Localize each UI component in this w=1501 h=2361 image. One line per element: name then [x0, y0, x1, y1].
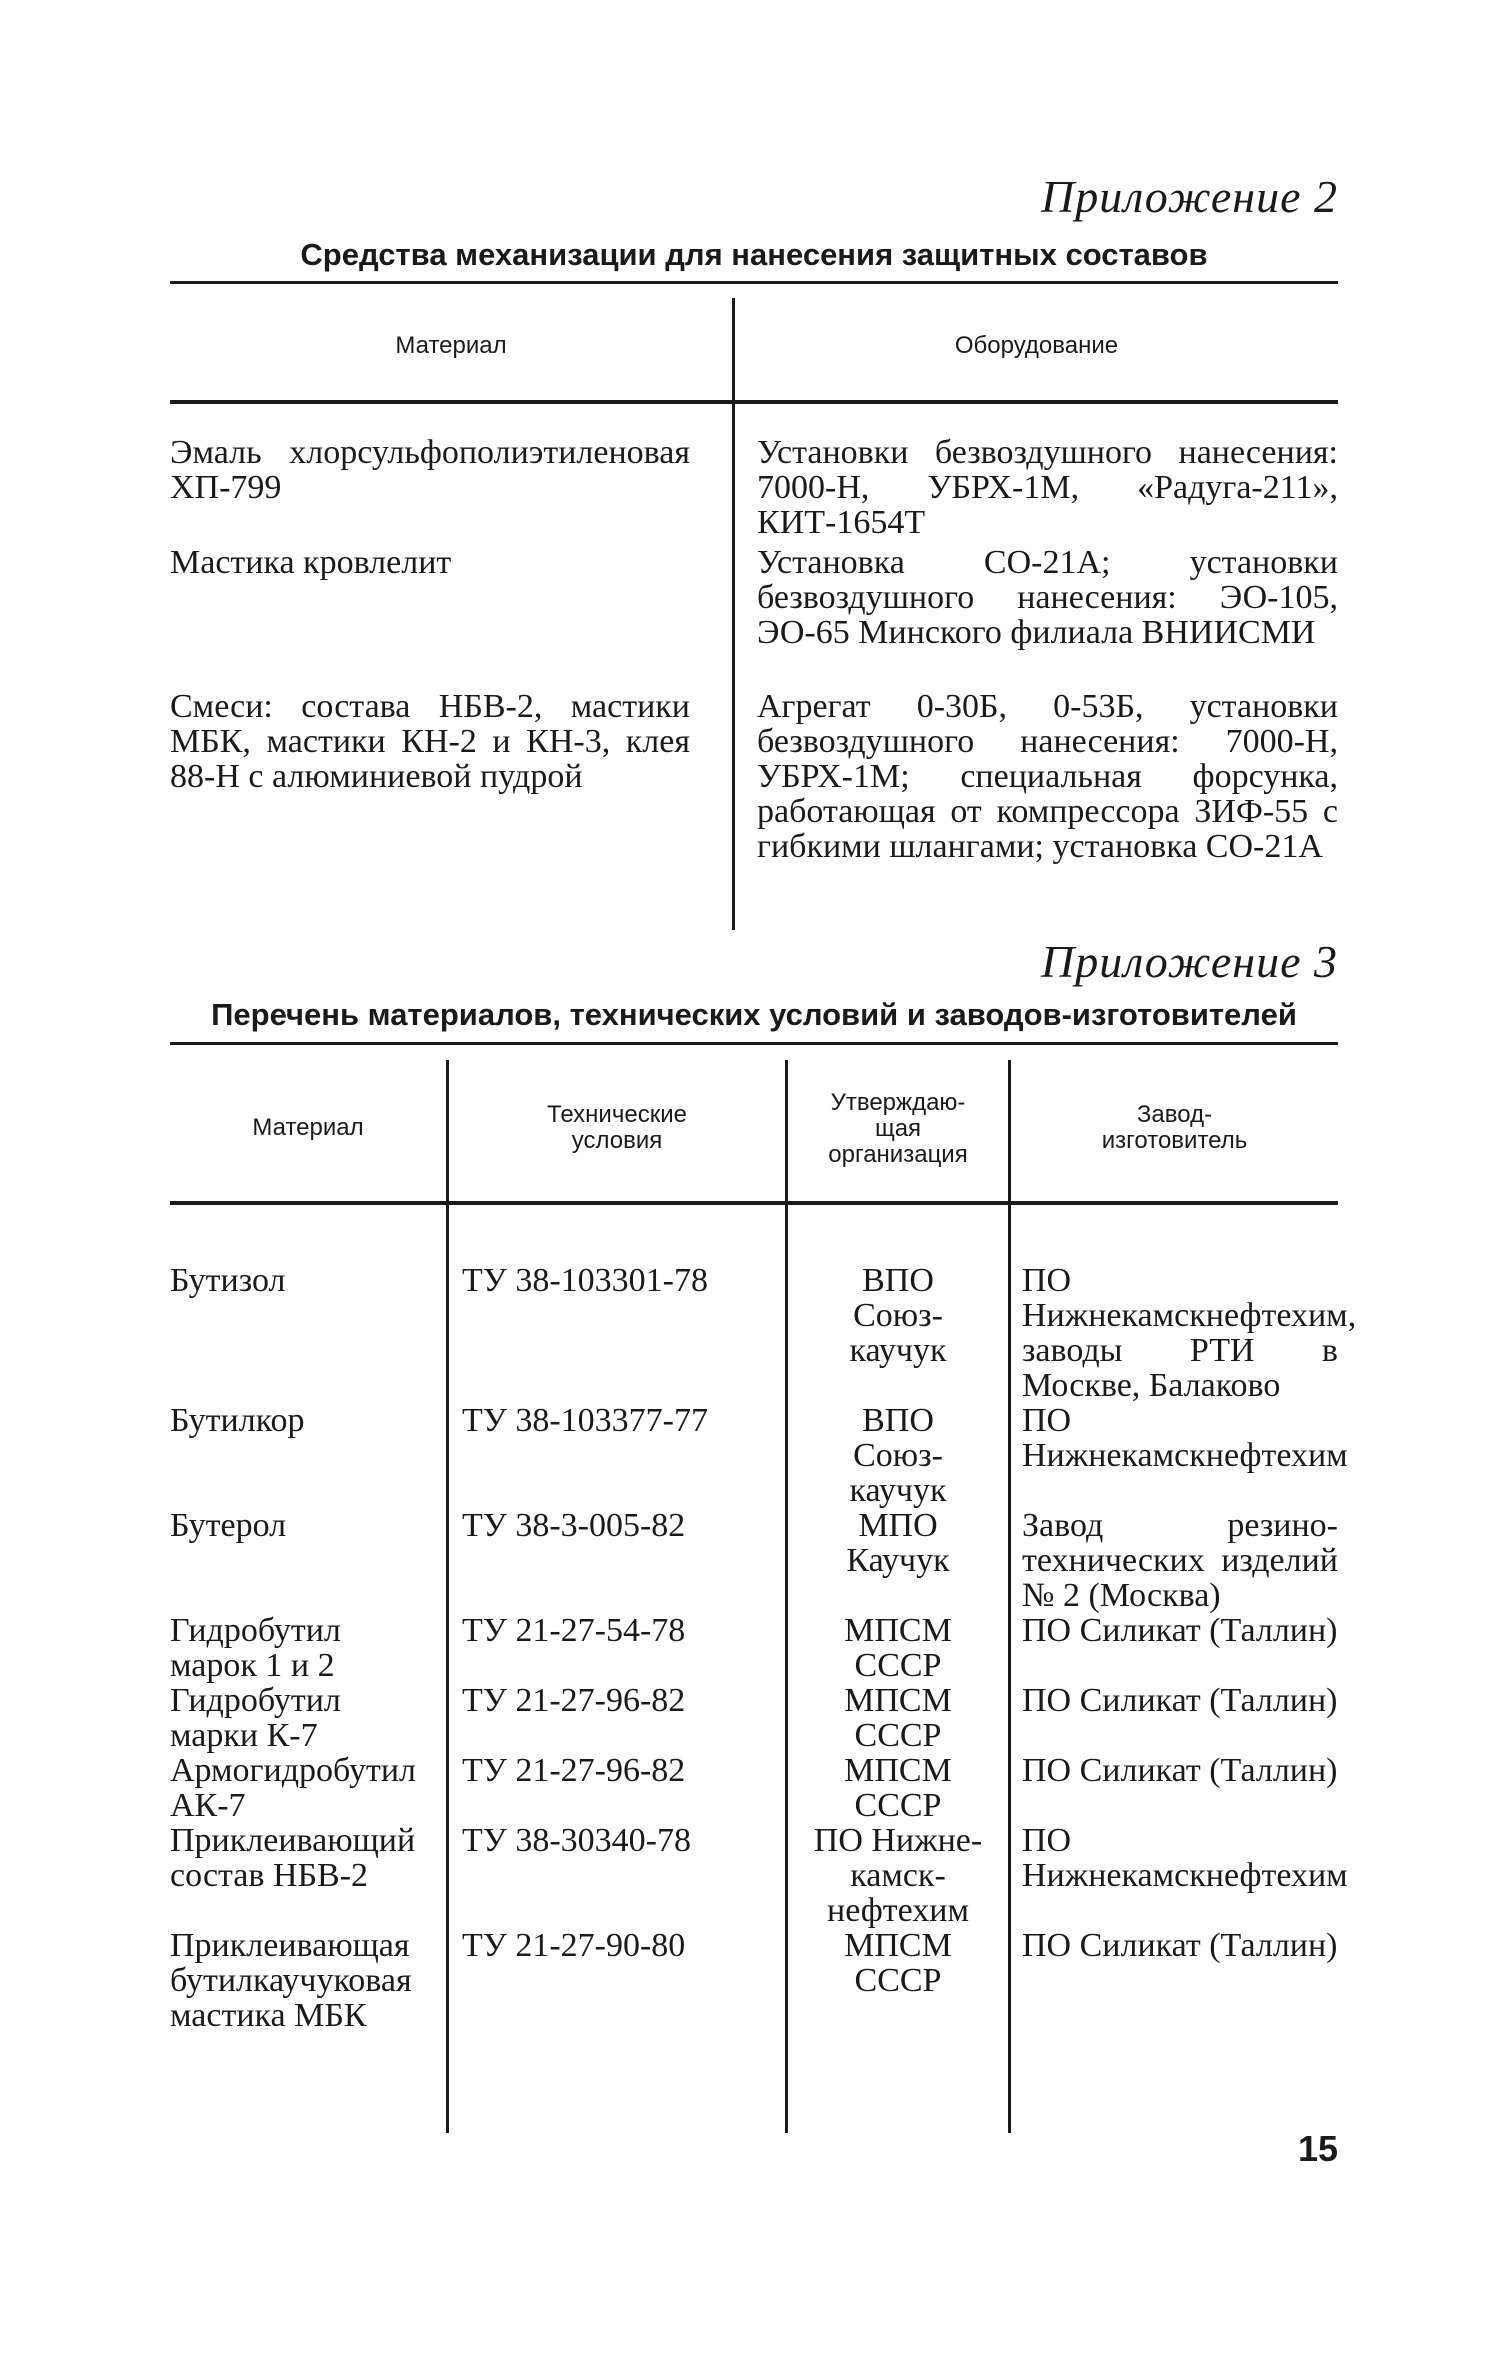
table-cell-approving-org: МПСМ СССР: [844, 1612, 952, 1684]
table-cell-approving-org: МПСМ СССР: [844, 1682, 952, 1754]
table-cell-material: Бутерол: [170, 1507, 287, 1544]
table-cell-tech-conditions: ТУ 38-30340-78: [462, 1822, 691, 1859]
table-cell-approving-org: ВПО Союз- каучук: [849, 1262, 947, 1369]
appendix-3-label: Приложение 3: [1040, 936, 1338, 987]
table-cell-material: Эмаль хлорсульфополиэтиленовая ХП-799: [170, 434, 690, 506]
table-rule-header: [170, 1201, 1338, 1205]
table-cell-tech-conditions: ТУ 21-27-96-82: [462, 1752, 686, 1789]
column-header-approving-org: Утверждаю- щая организация: [828, 1089, 968, 1168]
table-cell-tech-conditions: ТУ 38-103301-78: [462, 1262, 708, 1299]
table-cell-plant: ПО Силикат (Таллин): [1022, 1612, 1338, 1649]
column-header-equipment: Оборудование: [954, 332, 1119, 359]
table-cell-material: Бутилкор: [170, 1402, 305, 1439]
appendix-2-title: Средства механизации для нанесения защитных составов: [300, 237, 1208, 272]
appendix-2-label: Приложение 2: [1040, 171, 1338, 222]
table-cell-material: Армогидробутил АК-7: [170, 1752, 417, 1824]
appendix-3-title: Перечень материалов, технических условий и заводов-изготовителей: [211, 997, 1297, 1032]
table-cell-material: Мастика кровлелит: [170, 544, 452, 581]
column-header-tech-conditions: Технические условия: [547, 1101, 687, 1154]
table-cell-approving-org: МПСМ СССР: [844, 1752, 952, 1824]
table-cell-approving-org: МПСМ СССР: [844, 1927, 952, 1999]
column-header-material: Материал: [395, 332, 507, 359]
table-cell-tech-conditions: ТУ 38-103377-77: [462, 1402, 708, 1439]
table-rule-header: [170, 400, 1338, 404]
table-cell-plant: Завод резино-технических изделий № 2 (Москва): [1022, 1507, 1338, 1614]
table-cell-approving-org: МПО Каучук: [846, 1507, 950, 1579]
column-header-plant: Завод- изготовитель: [1101, 1101, 1248, 1154]
table-cell-tech-conditions: ТУ 38-3-005-82: [462, 1507, 686, 1544]
table-cell-plant: ПО Нижнекамскнефтехим: [1022, 1402, 1348, 1474]
table-cell-material: Приклеивающая бутилкаучуковая мастика МБК: [170, 1927, 412, 2034]
table-cell-tech-conditions: ТУ 21-27-90-80: [462, 1927, 686, 1964]
table-cell-plant: ПО Силикат (Таллин): [1022, 1682, 1338, 1719]
table-cell-plant: ПО Силикат (Таллин): [1022, 1752, 1338, 1789]
table-cell-tech-conditions: ТУ 21-27-54-78: [462, 1612, 686, 1649]
table-cell-equipment: Агрегат 0-30Б, 0-53Б, установки безвоздушного нанесения: 7000-Н, УБРХ-1М; специальная форсунка, работающая от компрессора ЗИФ-55 с гибкими шлангами; установка СО-21А: [757, 688, 1338, 865]
table-cell-material: Приклеивающий состав НБВ-2: [170, 1822, 416, 1894]
table-cell-approving-org: ПО Нижне- камск- нефтехим: [813, 1822, 983, 1929]
table-column-divider: [732, 404, 735, 930]
table-column-divider: [1008, 1060, 1011, 2133]
table-rule-top: [170, 281, 1338, 284]
table-cell-tech-conditions: ТУ 21-27-96-82: [462, 1682, 686, 1719]
table-rule-top: [170, 1042, 1338, 1045]
table-cell-plant: ПО Силикат (Таллин): [1022, 1927, 1338, 1964]
table-cell-plant: ПО Нижнекамскнефтехим, заводы РТИ в Москве, Балаково: [1022, 1262, 1357, 1404]
page-number: 15: [1297, 2128, 1338, 2169]
table-cell-equipment: Установка СО-21А; установки безвоздушного нанесения: ЭО-105, ЭО-65 Минского филиала ВНИИСМИ: [757, 544, 1338, 651]
table-column-divider: [446, 1060, 449, 2133]
table-cell-material: Гидробутил марок 1 и 2: [170, 1612, 341, 1684]
table-cell-equipment: Установки безвоздушного нанесения: 7000-Н, УБРХ-1М, «Радуга-211», КИТ-1654Т: [757, 434, 1338, 541]
table-cell-material: Бутизол: [170, 1262, 286, 1299]
table-cell-approving-org: ВПО Союз- каучук: [849, 1402, 947, 1509]
table-cell-material: Гидробутил марки К-7: [170, 1682, 341, 1754]
table-cell-plant: ПО Нижнекамскнефтехим: [1022, 1822, 1348, 1894]
column-header-material: Материал: [252, 1114, 364, 1141]
table-cell-material: Смеси: состава НБВ-2, мастики МБК, мастики КН-2 и КН-3, клея 88-Н с алюминиевой пудрой: [170, 688, 690, 795]
